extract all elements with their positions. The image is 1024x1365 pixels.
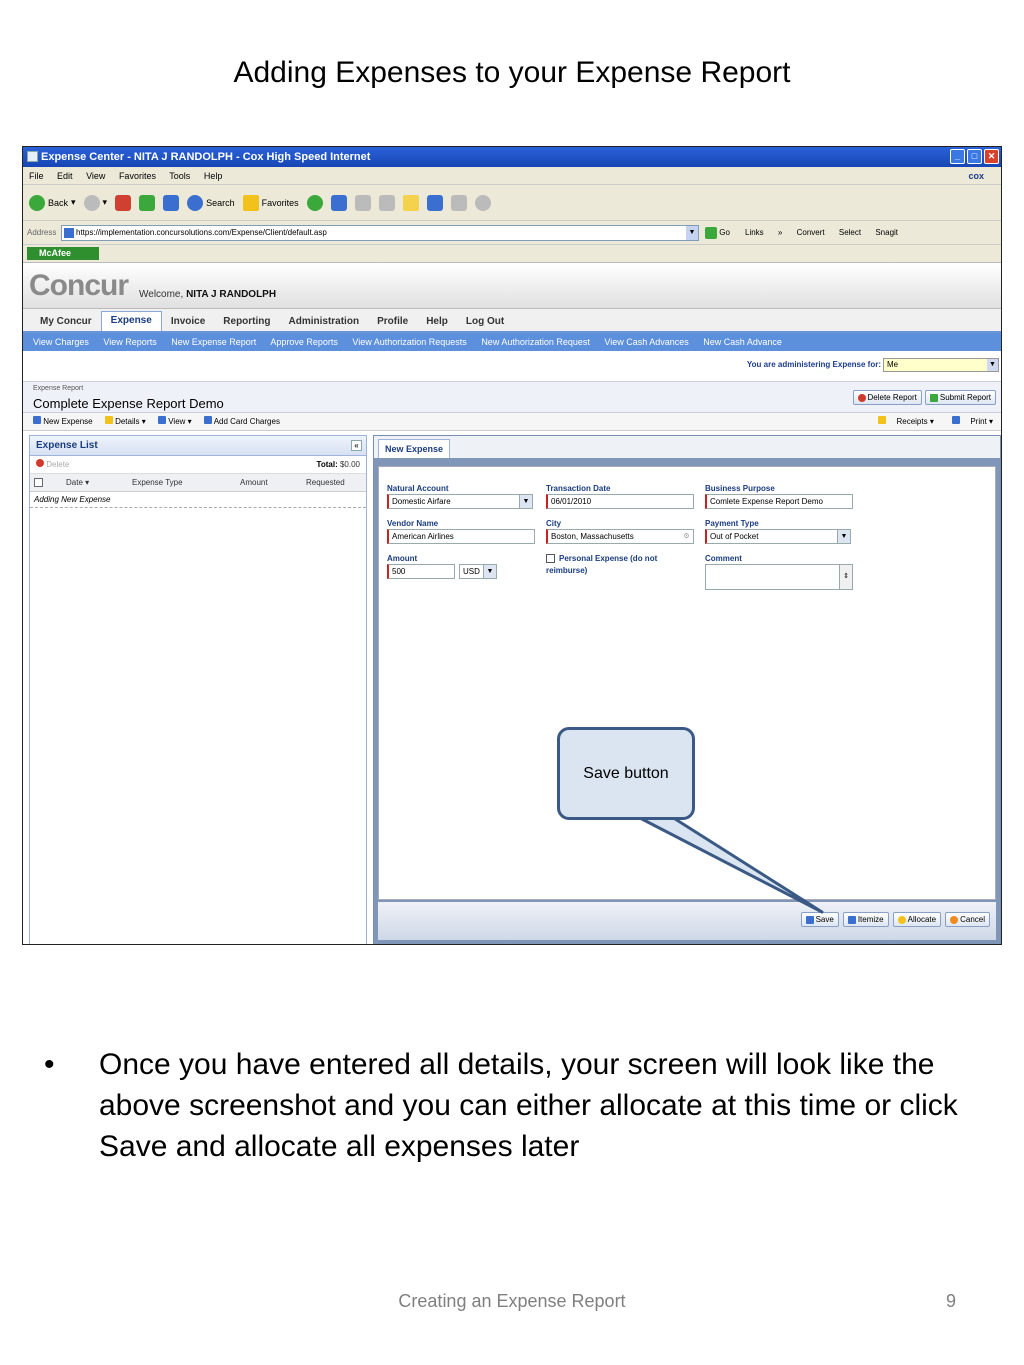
history-icon[interactable] bbox=[307, 195, 323, 211]
vendor-label: Vendor Name bbox=[387, 519, 439, 528]
tab-administration[interactable]: Administration bbox=[288, 316, 360, 327]
transaction-date-field bbox=[546, 483, 694, 509]
expense-list-actions bbox=[30, 456, 366, 474]
user-name: NITA J RANDOLPH bbox=[186, 289, 277, 300]
links-bar bbox=[745, 221, 910, 245]
bullet-mark: • bbox=[44, 1048, 55, 1081]
amount-label: Amount bbox=[387, 554, 418, 563]
select-all-checkbox[interactable] bbox=[34, 478, 43, 487]
expense-list-columns bbox=[30, 474, 366, 492]
col-expense-type[interactable]: Expense Type bbox=[132, 478, 183, 487]
tab-log-out[interactable]: Log Out bbox=[465, 316, 505, 327]
admin-select[interactable]: Me ▼ bbox=[883, 358, 999, 372]
city-label: City bbox=[546, 519, 562, 528]
allocate-button[interactable]: Allocate bbox=[893, 912, 941, 927]
list-item[interactable]: Adding New Expense bbox=[30, 492, 366, 508]
address-dropdown[interactable]: ▼ bbox=[686, 226, 698, 240]
view-menu[interactable]: View ▾ bbox=[158, 417, 192, 426]
slide-footer: Creating an Expense Report bbox=[398, 1291, 626, 1311]
print-menu[interactable]: Print ▾ bbox=[944, 417, 993, 426]
details-menu[interactable]: Details ▾ bbox=[105, 417, 146, 426]
screenshot bbox=[22, 146, 1002, 945]
address-bar bbox=[23, 221, 1001, 245]
subnav-view-reports[interactable]: View Reports bbox=[103, 337, 157, 347]
currency-select[interactable]: USD ▼ bbox=[459, 564, 497, 579]
window-title: Expense Center - NITA J RANDOLPH - Cox High Speed Internet bbox=[41, 151, 371, 163]
delete-button[interactable]: Delete bbox=[46, 460, 70, 469]
search-icon bbox=[187, 195, 203, 211]
amount-input[interactable]: 500 bbox=[387, 564, 455, 579]
save-icon bbox=[806, 916, 814, 924]
search-button[interactable]: Search bbox=[187, 195, 235, 211]
subnav-view-authorization-requests[interactable]: View Authorization Requests bbox=[352, 337, 467, 347]
browser-menubar bbox=[23, 167, 1001, 185]
card-icon bbox=[204, 416, 212, 424]
chevron-down-icon: ▼ bbox=[483, 565, 496, 578]
bullet-text bbox=[44, 1044, 964, 1167]
chevron-down-icon: ▼ bbox=[837, 530, 850, 543]
go-button[interactable]: Go bbox=[705, 221, 730, 245]
scrollbar[interactable]: ⇕ bbox=[839, 565, 852, 589]
personal-expense-label: Personal Expense (do not reimburse) bbox=[546, 554, 658, 575]
menu-tools[interactable]: Tools bbox=[169, 171, 191, 181]
new-expense-panel bbox=[373, 435, 1001, 945]
slide-title: Adding Expenses to your Expense Report bbox=[233, 56, 791, 89]
expense-subnav bbox=[23, 333, 1001, 351]
expense-list-panel bbox=[29, 435, 367, 945]
vendor-input[interactable]: American Airlines bbox=[387, 529, 535, 544]
page-icon bbox=[64, 228, 74, 238]
form-tabs bbox=[374, 436, 1000, 458]
chevron-down-icon: ▼ bbox=[987, 359, 998, 371]
convert-button[interactable]: Convert bbox=[796, 228, 825, 237]
menu-favorites[interactable]: Favorites bbox=[118, 171, 156, 181]
forward-button[interactable]: ▾ bbox=[84, 195, 108, 211]
transaction-date-input[interactable]: 06/01/2010 bbox=[546, 494, 694, 509]
folder-icon[interactable] bbox=[403, 195, 419, 211]
tab-new-expense[interactable]: New Expense bbox=[378, 439, 450, 458]
expense-form bbox=[378, 466, 996, 900]
tab-profile[interactable]: Profile bbox=[377, 316, 409, 327]
subnav-approve-reports[interactable]: Approve Reports bbox=[270, 337, 338, 347]
maximize-button[interactable]: □ bbox=[967, 149, 982, 164]
browser-toolbar bbox=[23, 185, 1001, 221]
close-button[interactable]: ✕ bbox=[984, 149, 999, 164]
cancel-icon bbox=[950, 916, 958, 924]
personal-expense-checkbox[interactable] bbox=[546, 554, 555, 563]
go-arrow-icon bbox=[705, 227, 717, 239]
star-icon bbox=[243, 195, 259, 211]
forward-arrow-icon bbox=[84, 195, 100, 211]
tab-help[interactable]: Help bbox=[426, 316, 448, 327]
report-header bbox=[23, 381, 1001, 413]
tab-my-concur[interactable]: My Concur bbox=[40, 316, 92, 327]
ie-page-icon bbox=[27, 151, 38, 162]
new-expense-icon bbox=[33, 416, 41, 424]
bullet-body: Once you have entered all details, your screen will look like the above screenshot and you can either allocate at this time or click Save and allocate all expenses later bbox=[99, 1048, 958, 1163]
menu-edit[interactable]: Edit bbox=[57, 171, 73, 181]
col-date[interactable]: Date ▾ bbox=[66, 478, 90, 487]
links-chevron[interactable]: » bbox=[777, 228, 783, 237]
tab-reporting[interactable]: Reporting bbox=[223, 316, 271, 327]
subnav-view-cash-advances[interactable]: View Cash Advances bbox=[604, 337, 689, 347]
print-icon[interactable] bbox=[355, 195, 371, 211]
media-icon[interactable] bbox=[427, 195, 443, 211]
amount-field bbox=[387, 553, 497, 579]
business-purpose-field bbox=[705, 483, 853, 509]
research-icon[interactable] bbox=[451, 195, 467, 211]
personal-expense-field bbox=[546, 553, 694, 577]
report-toolbar bbox=[23, 413, 1001, 431]
submit-report-button[interactable]: Submit Report bbox=[925, 390, 996, 405]
links-label[interactable]: Links bbox=[745, 228, 764, 237]
isp-logo: cox bbox=[968, 171, 984, 181]
business-purpose-input[interactable]: Comlete Expense Report Demo bbox=[705, 494, 853, 509]
vendor-field bbox=[387, 518, 535, 544]
cancel-button[interactable]: Cancel bbox=[945, 912, 990, 927]
view-icon bbox=[158, 416, 166, 424]
menu-file[interactable]: File bbox=[29, 171, 44, 181]
address-label: Address bbox=[27, 228, 57, 237]
address-input[interactable] bbox=[61, 225, 699, 241]
report-title: Complete Expense Report Demo bbox=[33, 396, 224, 411]
natural-account-select[interactable]: Domestic Airfare ▼ bbox=[387, 494, 533, 509]
concur-header bbox=[23, 263, 1001, 309]
save-button[interactable]: Save bbox=[801, 912, 839, 927]
chevron-down-icon: ▼ bbox=[519, 495, 532, 508]
refresh-icon[interactable] bbox=[139, 195, 155, 211]
snagit-button[interactable]: Snagit bbox=[875, 228, 899, 237]
col-requested[interactable]: Requested bbox=[306, 478, 345, 487]
admin-row bbox=[23, 357, 1001, 373]
tab-invoice[interactable]: Invoice bbox=[170, 316, 206, 327]
expense-total: Total: $0.00 bbox=[316, 460, 360, 469]
concur-logo: Concur bbox=[29, 269, 128, 302]
admin-label: You are administering Expense for: bbox=[746, 360, 881, 369]
favorites-button[interactable]: Favorites bbox=[243, 195, 299, 211]
tab-expense[interactable]: Expense bbox=[101, 311, 162, 331]
page-number: 9 bbox=[946, 1291, 957, 1311]
details-icon bbox=[105, 416, 113, 424]
comment-field bbox=[705, 553, 853, 590]
receipt-icon bbox=[878, 416, 886, 424]
messenger-icon[interactable] bbox=[475, 195, 491, 211]
subnav-new-cash-advance[interactable]: New Cash Advance bbox=[703, 337, 782, 347]
mcafee-bar bbox=[23, 245, 1001, 263]
business-purpose-label: Business Purpose bbox=[705, 484, 775, 493]
back-button[interactable]: Back ▾ bbox=[29, 195, 76, 211]
expense-list-header bbox=[30, 436, 366, 456]
payment-type-label: Payment Type bbox=[705, 519, 759, 528]
gear-icon[interactable]: ⚙ bbox=[680, 530, 693, 543]
delete-icon bbox=[858, 394, 866, 402]
payment-type-field bbox=[705, 518, 851, 544]
window-titlebar bbox=[23, 147, 1001, 167]
itemize-icon bbox=[848, 916, 856, 924]
natural-account-field bbox=[387, 483, 533, 509]
minimize-button[interactable]: _ bbox=[950, 149, 965, 164]
back-arrow-icon bbox=[29, 195, 45, 211]
report-small-label: Expense Report bbox=[33, 385, 84, 392]
collapse-icon[interactable]: « bbox=[351, 440, 362, 451]
add-card-charges-button[interactable]: Add Card Charges bbox=[204, 417, 280, 426]
submit-icon bbox=[930, 394, 938, 402]
expense-list-title: Expense List bbox=[36, 440, 98, 451]
allocate-icon bbox=[898, 916, 906, 924]
receipts-menu[interactable]: Receipts ▾ bbox=[870, 417, 934, 426]
select-button[interactable]: Select bbox=[838, 228, 862, 237]
subnav-view-charges[interactable]: View Charges bbox=[33, 337, 89, 347]
mcafee-button[interactable]: McAfee bbox=[27, 247, 99, 260]
edit-icon[interactable] bbox=[379, 195, 395, 211]
menu-view[interactable]: View bbox=[86, 171, 106, 181]
new-expense-button[interactable]: New Expense bbox=[33, 417, 93, 426]
home-icon[interactable] bbox=[163, 195, 179, 211]
itemize-button[interactable]: Itemize bbox=[843, 912, 889, 927]
save-button-callout: Save button bbox=[557, 727, 695, 820]
col-amount[interactable]: Amount bbox=[240, 478, 268, 487]
address-url: https://implementation.concursolutions.com/Expense/Client/default.asp bbox=[76, 228, 327, 237]
comment-label: Comment bbox=[705, 554, 742, 563]
delete-icon bbox=[36, 459, 44, 467]
stop-icon[interactable] bbox=[115, 195, 131, 211]
transaction-date-label: Transaction Date bbox=[546, 484, 611, 493]
natural-account-label: Natural Account bbox=[387, 484, 449, 493]
city-field bbox=[546, 518, 694, 544]
form-footer bbox=[378, 902, 996, 940]
menu-help[interactable]: Help bbox=[203, 171, 223, 181]
comment-textarea[interactable] bbox=[705, 564, 853, 590]
delete-report-button[interactable]: Delete Report bbox=[853, 390, 922, 405]
subnav-new-authorization-request[interactable]: New Authorization Request bbox=[481, 337, 590, 347]
payment-type-select[interactable]: Out of Pocket ▼ bbox=[705, 529, 851, 544]
subnav-new-expense-report[interactable]: New Expense Report bbox=[171, 337, 257, 347]
mail-icon[interactable] bbox=[331, 195, 347, 211]
main-tabs bbox=[23, 309, 1001, 333]
city-input[interactable]: Boston, Massachusetts ⚙ bbox=[546, 529, 694, 544]
welcome-text: Welcome, NITA J RANDOLPH bbox=[139, 289, 277, 300]
printer-icon bbox=[952, 416, 960, 424]
